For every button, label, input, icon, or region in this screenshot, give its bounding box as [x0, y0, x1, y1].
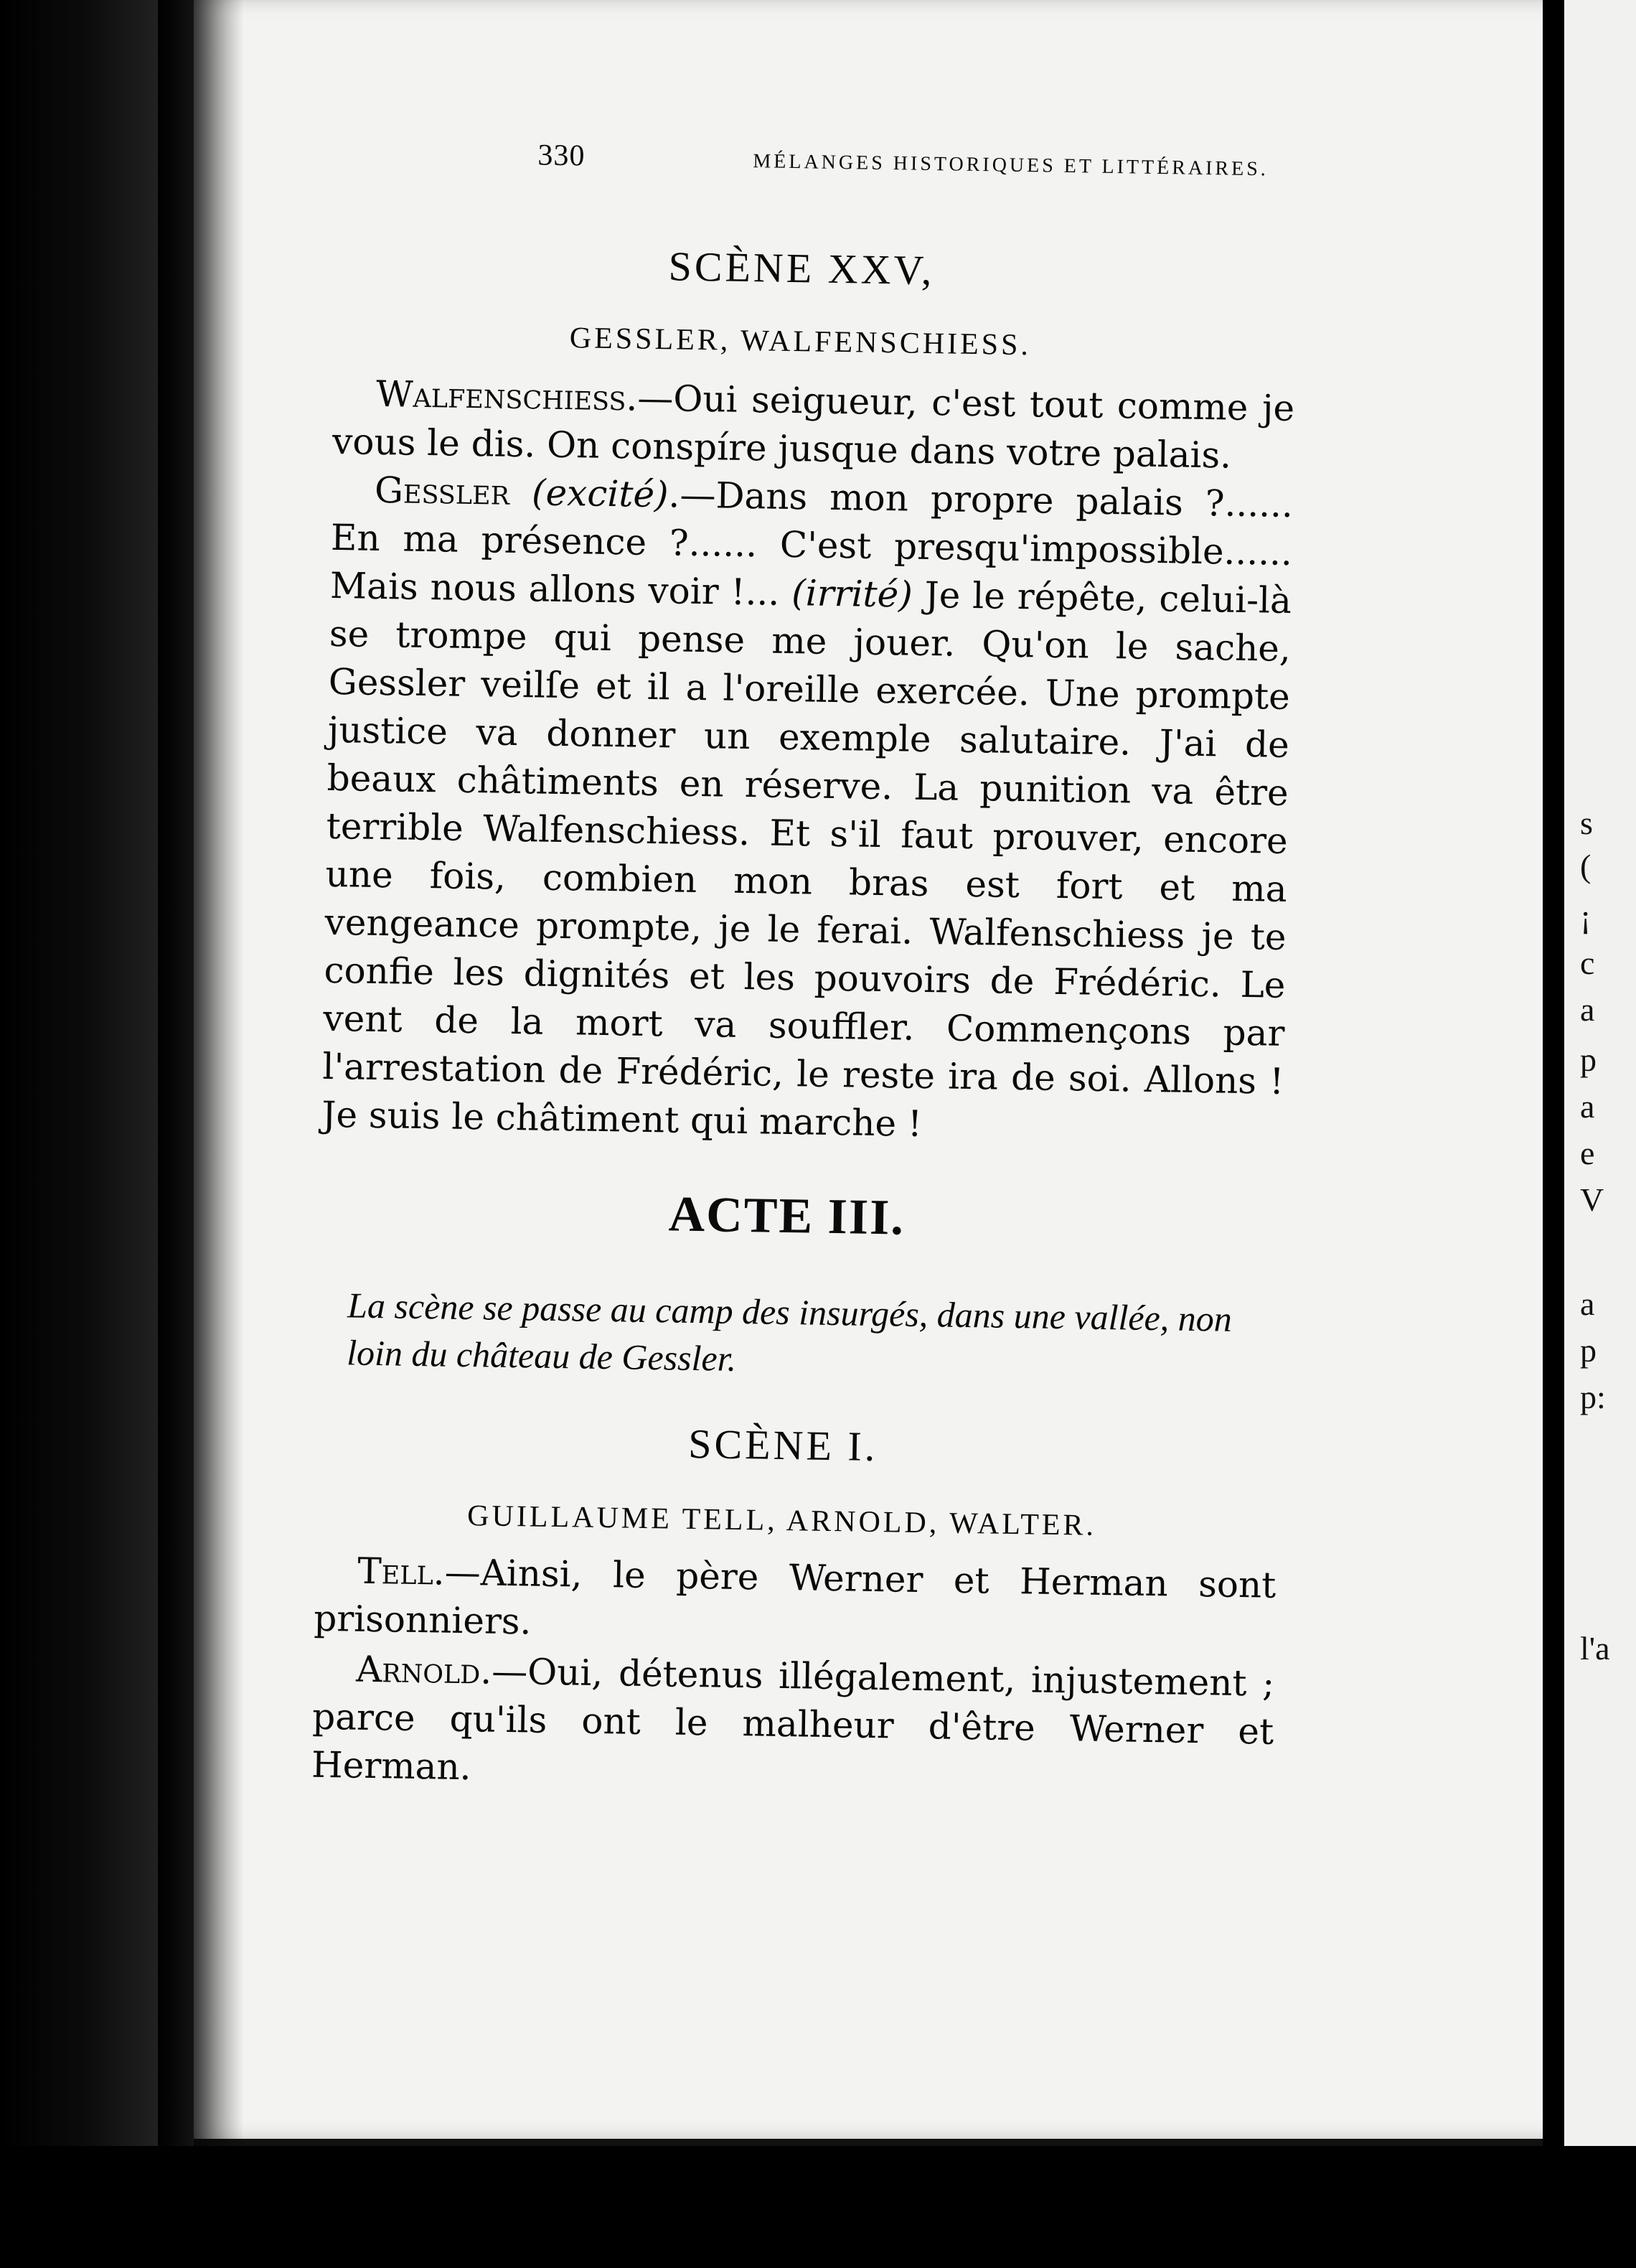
- speech-tell: [314, 1547, 1277, 1658]
- stage-note: (irrité): [791, 572, 913, 616]
- adjacent-page-fragment: l'a: [1580, 1630, 1610, 1667]
- adjacent-page-fragment: e: [1580, 1135, 1595, 1171]
- scene-i-characters: GUILLAUME TELL, ARNOLD, WALTER.: [466, 1499, 1097, 1542]
- speech-arnold: [311, 1645, 1275, 1804]
- scene-xxv-heading: SCÈNE XXV,: [668, 243, 935, 294]
- speech-text: —Ainsi, le père Werner et Herman sont prisonniers.: [313, 1551, 1277, 1643]
- adjacent-page-fragment: a: [1580, 1088, 1595, 1125]
- act-iii-heading: ACTE III.: [668, 1186, 906, 1246]
- adjacent-page-fragment: a: [1580, 1285, 1595, 1322]
- adjacent-page-fragment: c: [1580, 945, 1595, 981]
- adjacent-page-fragment: p: [1580, 1332, 1597, 1369]
- adjacent-page-edge: [1564, 0, 1636, 2182]
- stage-note: (excité): [531, 472, 669, 516]
- scene-xxv-characters: GESSLER, WALFENSCHIESS.: [569, 322, 1032, 362]
- page-number: 330: [537, 139, 586, 173]
- speaker-name: Arnold.: [355, 1648, 492, 1692]
- adjacent-page-fragment: V: [1580, 1181, 1604, 1218]
- scene-i-heading: SCÈNE I.: [687, 1420, 878, 1471]
- speech-text: .—Dans mon propre palais ?...... En ma présence ?...... C'est presqu'impossible...... Mais nous allons voir !...: [329, 474, 1294, 614]
- speech-gessler: [321, 466, 1294, 1154]
- speech-text: —Oui, détenus illégalement, injustement ; parce qu'ils ont le malheur d'être Werner et Herman.: [311, 1650, 1275, 1789]
- running-title: MÉLANGES HISTORIQUES ET LITTÉRAIRES.: [753, 150, 1269, 181]
- speech-text: Je le répête, celui-là se trompe qui pense me jouer. Qu'on le sache, Gessler veilſe et il a l'oreille exercée. Une prompte justice va donner un exemple salutaire. J'ai de beaux châtiments en réserve. La punition va être terrible Walfenschiess. Et s'il faut prouver, encore une fois, combien mon bras est fort et ma vengeance prompte, je le ferai. Walfenschiess je te confie les dignités et les pouvoirs de Frédéric. Le vent de la mort va souffler. Commençons par l'arrestation de Frédéric, le reste ira de soi. Allons ! Je suis le châtiment qui marche !: [321, 573, 1292, 1145]
- scan-bottom-border: [0, 2146, 1636, 2268]
- page-gutter-shadow: [158, 0, 244, 2225]
- adjacent-page-fragment: (: [1580, 848, 1592, 884]
- speech-text: —Oui seigueur, c'est tout comme je vous le dis. On conspíre jusque dans votre palais.: [332, 377, 1295, 477]
- adjacent-page-fragment: a: [1580, 991, 1595, 1028]
- speaker-name: Walfenschiess.: [375, 372, 638, 419]
- speaker-name: Tell.: [357, 1550, 446, 1593]
- adjacent-page-fragment: p: [1580, 1041, 1597, 1078]
- speech-walfenschiess: [332, 370, 1295, 481]
- speaker-name: Gessler: [374, 469, 510, 513]
- adjacent-page-fragment: p:: [1580, 1379, 1606, 1415]
- act-iii-stage-direction: La scène se passe au camp des insurgés, dans une vallée, non loin du château de Gessler.: [346, 1285, 1233, 1379]
- adjacent-page-fragment: s: [1580, 805, 1593, 841]
- page-gutter: [1543, 0, 1564, 2268]
- adjacent-page-fragment: ¡: [1580, 898, 1592, 934]
